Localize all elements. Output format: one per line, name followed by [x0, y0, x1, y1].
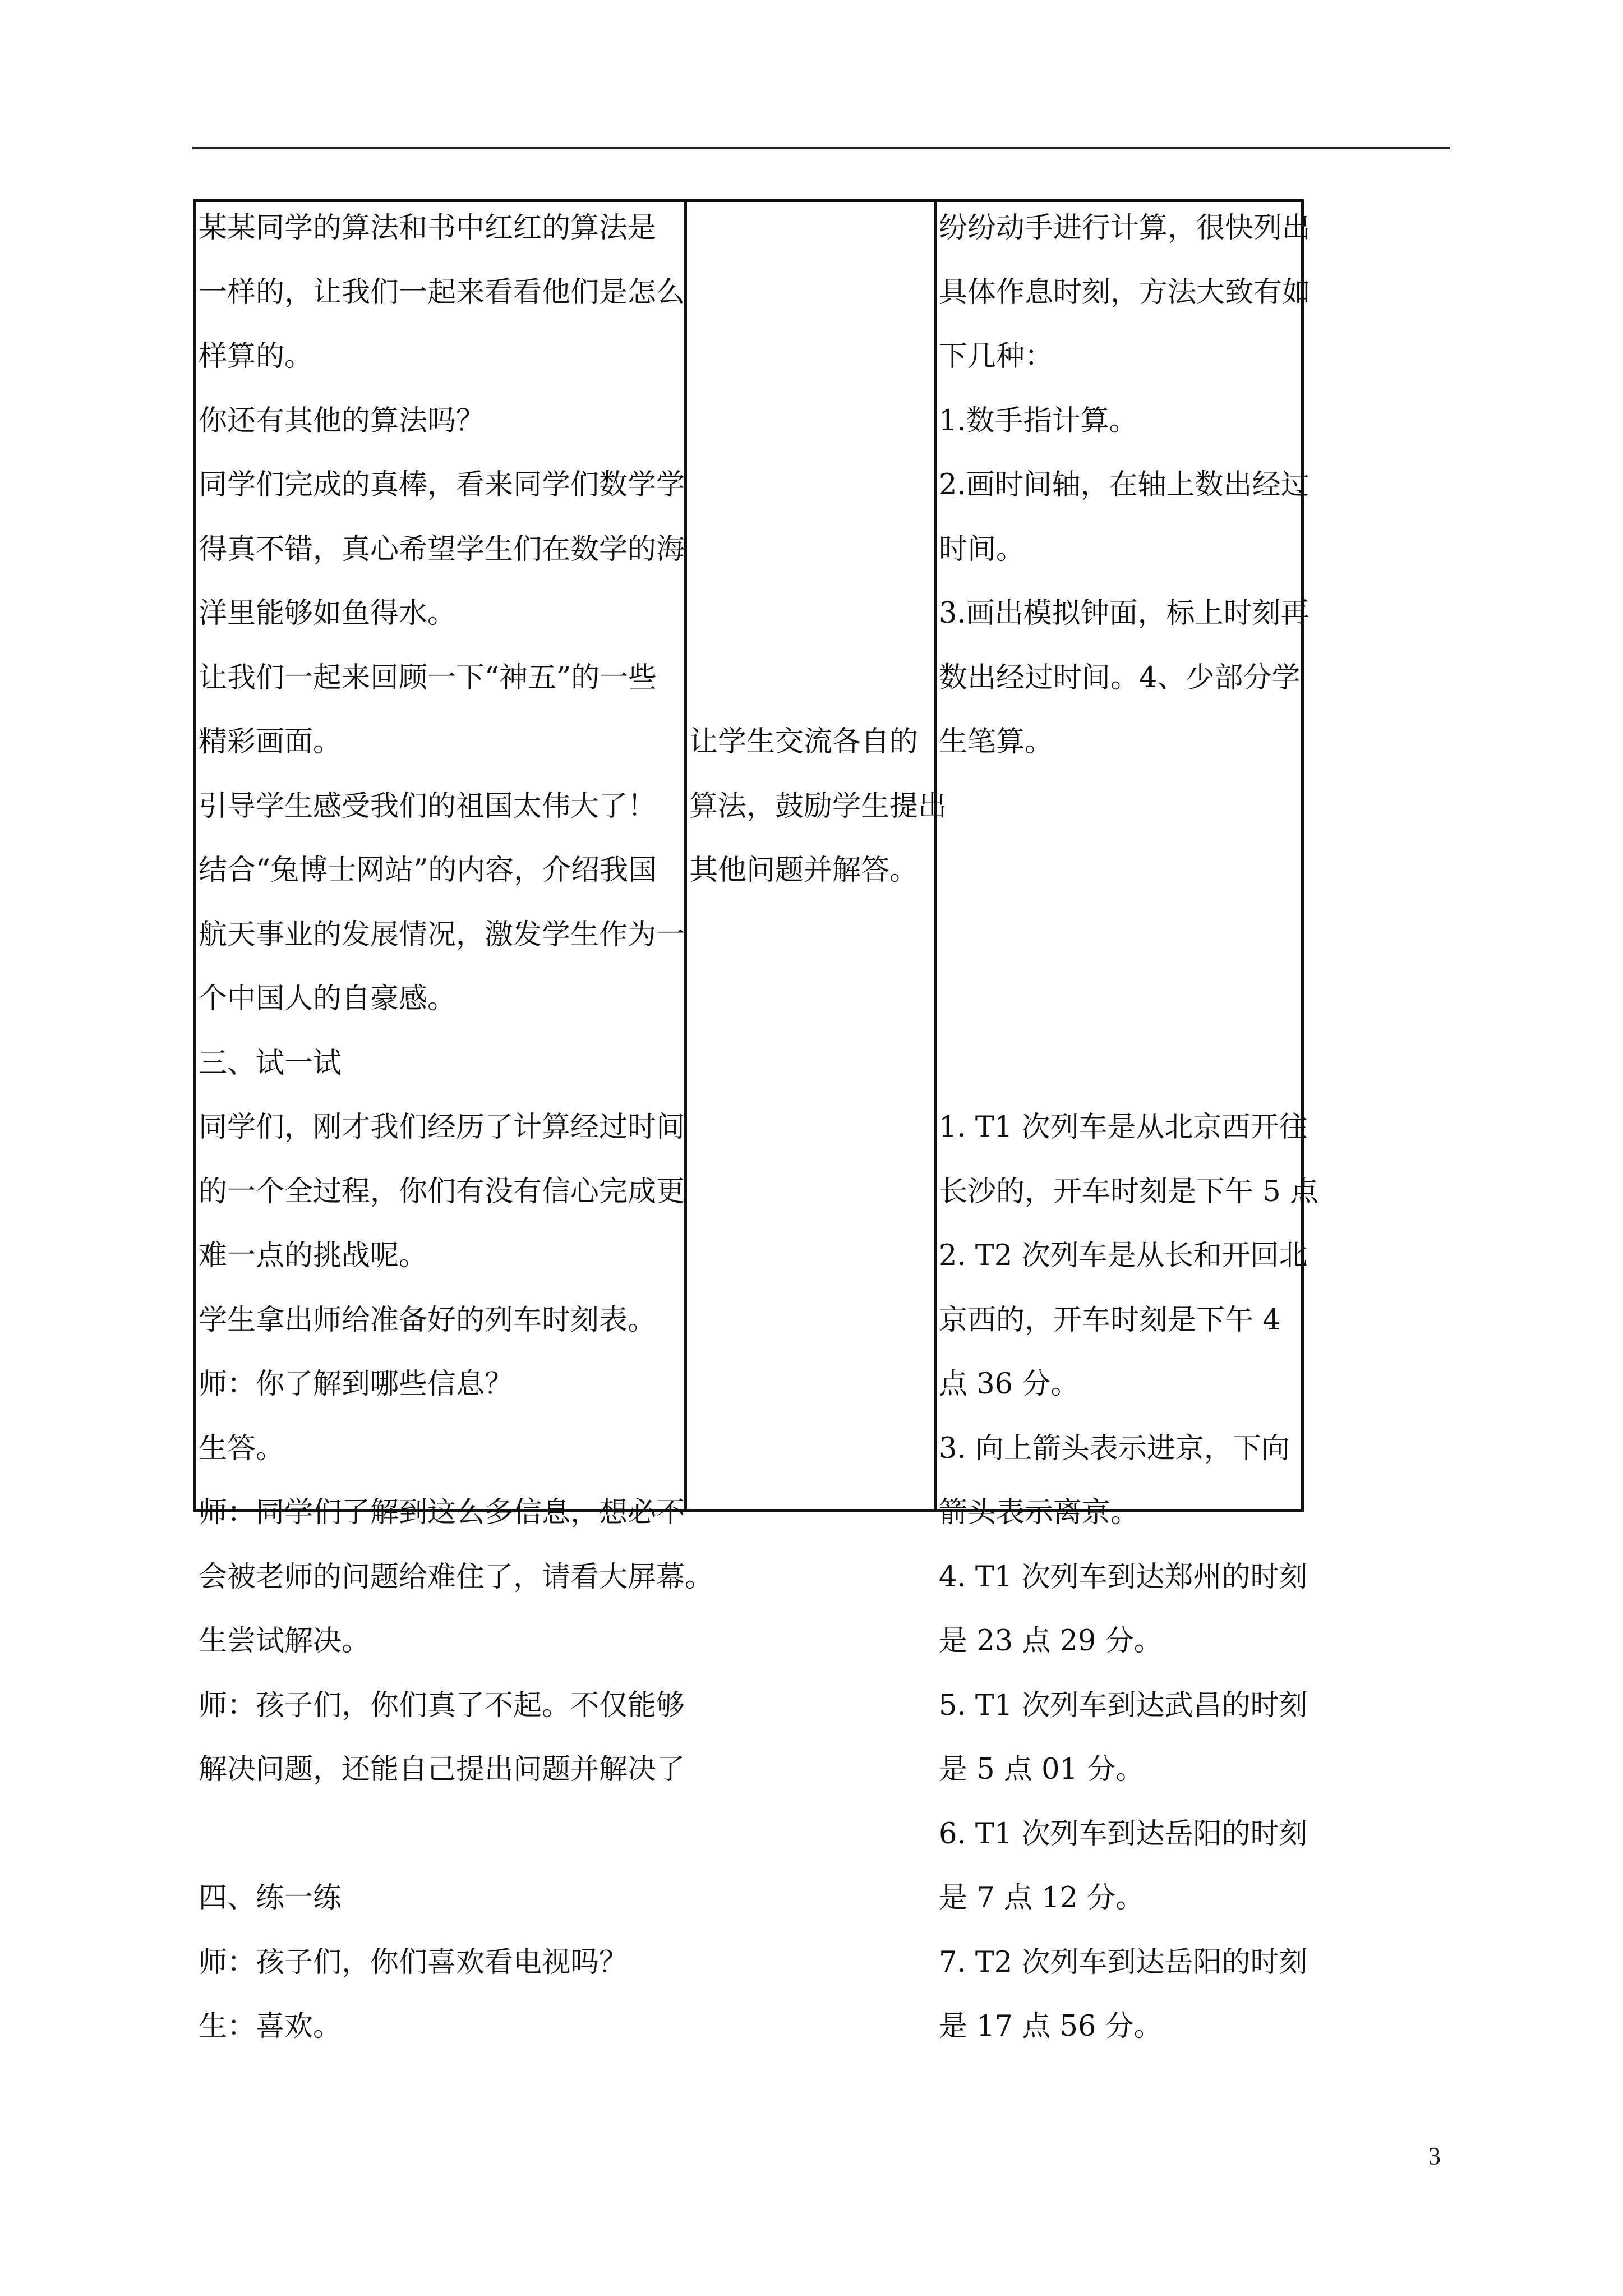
text-line: 三、试一试 [199, 1046, 342, 1080]
text-line: 一样的，让我们一起来看看他们是怎么 [199, 275, 685, 309]
text-line: 生笔算。 [939, 725, 1054, 758]
text-line: 师：孩子们，你们喜欢看电视吗？ [199, 1945, 628, 1979]
text-line: 让学生交流各自的 [689, 725, 919, 758]
text-line: 点 36 分。 [939, 1368, 1080, 1401]
text-line: 6. T1 次列车到达岳阳的时刻 [939, 1817, 1308, 1851]
text-line: 4. T1 次列车到达郑州的时刻 [939, 1560, 1308, 1594]
text-line: 下几种： [939, 340, 1054, 373]
text-line: 精彩画面。 [199, 725, 342, 758]
text-line: 纷纷动手进行计算，很快列出 [939, 211, 1311, 245]
text-line: 同学们完成的真棒，看来同学们数学学 [199, 468, 685, 501]
text-line: 学生拿出师给准备好的列车时刻表。 [199, 1303, 657, 1337]
text-line: 2.画时间轴，在轴上数出经过 [939, 468, 1310, 501]
text-line: 是 5 点 01 分。 [939, 1753, 1145, 1786]
text-line: 结合“兔博士网站”的内容，介绍我国 [199, 854, 657, 887]
text-line: 3.画出模拟钟面，标上时刻再 [939, 597, 1310, 630]
text-line: 京西的，开车时刻是下午 4 [939, 1303, 1281, 1337]
text-line: 具体作息时刻，方法大致有如 [939, 275, 1311, 309]
text-line: 7. T2 次列车到达岳阳的时刻 [939, 1945, 1308, 1979]
text-line: 5. T1 次列车到达武昌的时刻 [939, 1688, 1308, 1722]
text-line: 个中国人的自豪感。 [199, 982, 457, 1015]
text-line: 某某同学的算法和书中红红的算法是 [199, 211, 657, 245]
text-line: 生：喜欢。 [199, 2010, 342, 2043]
text-line: 数出经过时间。4、少部分学 [939, 661, 1301, 694]
text-line: 航天事业的发展情况，激发学生作为一 [199, 918, 685, 951]
text-line: 让我们一起来回顾一下“神五”的一些 [199, 661, 657, 694]
text-line: 算法，鼓励学生提出 [689, 789, 947, 823]
text-line: 同学们，刚才我们经历了计算经过时间 [199, 1111, 685, 1144]
text-line: 时间。 [939, 532, 1025, 566]
lesson-table [193, 199, 1318, 2043]
text-line: 引导学生感受我们的祖国太伟大了！ [199, 789, 657, 823]
text-line: 得真不错，真心希望学生们在数学的海 [199, 532, 685, 566]
text-line: 样算的。 [199, 340, 313, 373]
text-line: 1. T1 次列车是从北京西开往 [939, 1111, 1308, 1144]
text-line: 四、练一练 [199, 1881, 342, 1915]
text-line: 师：孩子们，你们真了不起。不仅能够 [199, 1688, 685, 1722]
text-line: 师：你了解到哪些信息？ [199, 1368, 514, 1401]
text-line: 长沙的，开车时刻是下午 5 点 [939, 1175, 1318, 1208]
text-line: 箭头表示离京。 [939, 1496, 1140, 1529]
text-line: 你还有其他的算法吗？ [199, 404, 485, 438]
text-line: 的一个全过程，你们有没有信心完成更 [199, 1175, 685, 1208]
text-line: 是 17 点 56 分。 [939, 2010, 1163, 2043]
page-number: 3 [1428, 2142, 1441, 2170]
text-line: 生尝试解决。 [199, 1625, 371, 1658]
text-line: 3. 向上箭头表示进京，下向 [939, 1432, 1290, 1465]
text-line: 难一点的挑战呢。 [199, 1239, 428, 1272]
text-line: 解决问题，还能自己提出问题并解决了 [199, 1753, 685, 1786]
teacher-activity-column [196, 202, 714, 2043]
text-line: 生答。 [199, 1432, 285, 1465]
text-line: 其他问题并解答。 [689, 854, 919, 887]
design-intent-column [687, 202, 947, 1509]
text-line: 洋里能够如鱼得水。 [199, 597, 457, 630]
text-line: 会被老师的问题给难住了，请看大屏幕。 [199, 1560, 714, 1594]
header-rule [192, 147, 1450, 149]
text-line: 是 7 点 12 分。 [939, 1881, 1145, 1915]
text-line: 1.数手指计算。 [939, 404, 1138, 438]
text-line: 2. T2 次列车是从长和开回北 [939, 1239, 1308, 1272]
student-activity-column [937, 202, 1318, 2043]
text-line: 师：同学们了解到这么多信息，想必不 [199, 1496, 685, 1529]
text-line: 是 23 点 29 分。 [939, 1625, 1163, 1658]
